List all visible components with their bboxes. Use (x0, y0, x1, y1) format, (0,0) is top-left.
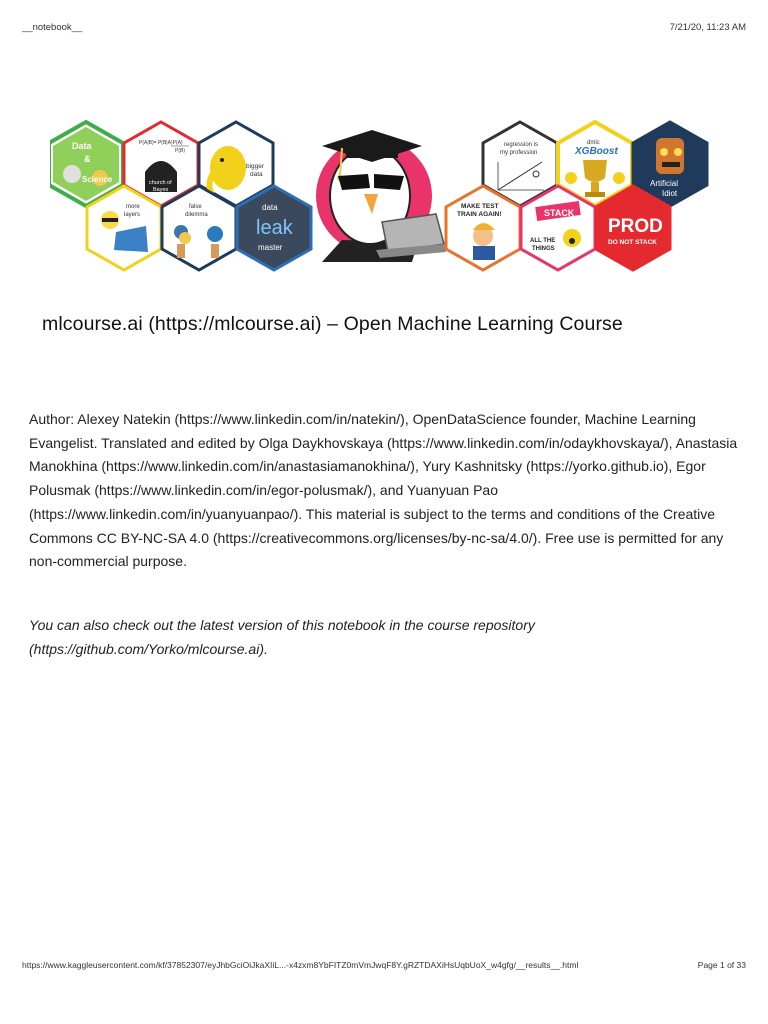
hex-label: data (250, 171, 263, 178)
hex-label: Science (82, 175, 113, 184)
hex-label: STACK (544, 208, 575, 218)
svg-text:P(B): P(B) (175, 148, 185, 154)
hex-label: Data (72, 141, 92, 151)
hex-label: my profession (500, 150, 538, 156)
elephant-icon (210, 146, 246, 190)
footer-url: https://www.kaggleusercontent.com/kf/37852307/eyJhbGciOiJkaXIiL...-x4zxm8YbFITZ0mVmJwqF8Y.gRZTDAXiHsUqbUoX_w4gfg/__results__.html (22, 960, 579, 970)
page-title: mlcourse.ai (https://mlcourse.ai) – Open Machine Learning Course (42, 313, 623, 335)
hex-label: data (262, 203, 278, 212)
print-header (22, 22, 746, 33)
hex-label: more (126, 204, 140, 210)
hex-label: XGBoost (575, 146, 618, 157)
hex-label: bigger (246, 163, 265, 170)
hex-label: regression is (504, 142, 539, 148)
hex-label: dilemma (185, 212, 208, 218)
hex-label: TRAIN AGAIN! (457, 211, 502, 218)
hex-label: Bayes (153, 187, 169, 193)
hex-label: ALL THE (530, 238, 556, 244)
hex-label: PROD (608, 216, 663, 237)
hex-label: false (189, 204, 202, 210)
character-icon (63, 165, 81, 183)
trophy-icon (583, 160, 607, 182)
footer-page-number: Page 1 of 33 (697, 960, 746, 970)
hex-label: THINGS (532, 246, 555, 252)
hex-label: layers (124, 212, 141, 218)
r-icon (207, 226, 223, 242)
sunglasses-icon (338, 174, 370, 190)
header-timestamp: 7/21/20, 11:23 AM (669, 22, 746, 33)
hex-label: MAKE TEST (461, 203, 499, 210)
mlcourse-banner (50, 118, 710, 278)
hex-label: master (258, 243, 283, 252)
hex-label: Idiot (662, 189, 678, 198)
repository-note: You can also check out the latest version of this notebook in the course repository (https://github.com/Yorko/mlcourse.ai). (29, 617, 535, 657)
robot-head-icon (656, 138, 684, 174)
print-footer (22, 960, 746, 970)
hex-label: & (84, 154, 91, 164)
hex-label: leak (256, 217, 293, 239)
hex-label: dmlc (587, 140, 600, 146)
hex-label: DO NOT STACK (608, 239, 657, 246)
formula-text: P(A|B)= P(B|A)P(A) (139, 140, 183, 146)
header-page-name: __notebook__ (22, 22, 83, 33)
author-paragraph: Author: Alexey Natekin (https://www.linkedin.com/in/natekin/), OpenDataScience founder, Machine Learning Evangelist. Translated and edited by Olga Daykhovskaya (https://www.linkedin.com/in/odaykhovskaya/), Anastasia Manokhina (https://www.linkedin.com/in/anastasiamanokhina/), Yury Kashnitsky (https://yorko.github.io), Egor Polusmak (https://www.linkedin.com/in/egor-polusmak/), and Yuanyuan Pao (https://www.linkedin.com/in/yuanyuanpao/). This material is subject to the terms and conditions of the Creative Commons CC BY-NC-SA 4.0 (https://creativecommons.org/licenses/by-nc-sa/4.0/). Free use is permitted for any non-commercial purpose. (29, 411, 738, 570)
hex-label: Artificial (650, 179, 679, 188)
hex-label: church of (149, 180, 172, 186)
mlcourse-mascot (316, 130, 446, 262)
